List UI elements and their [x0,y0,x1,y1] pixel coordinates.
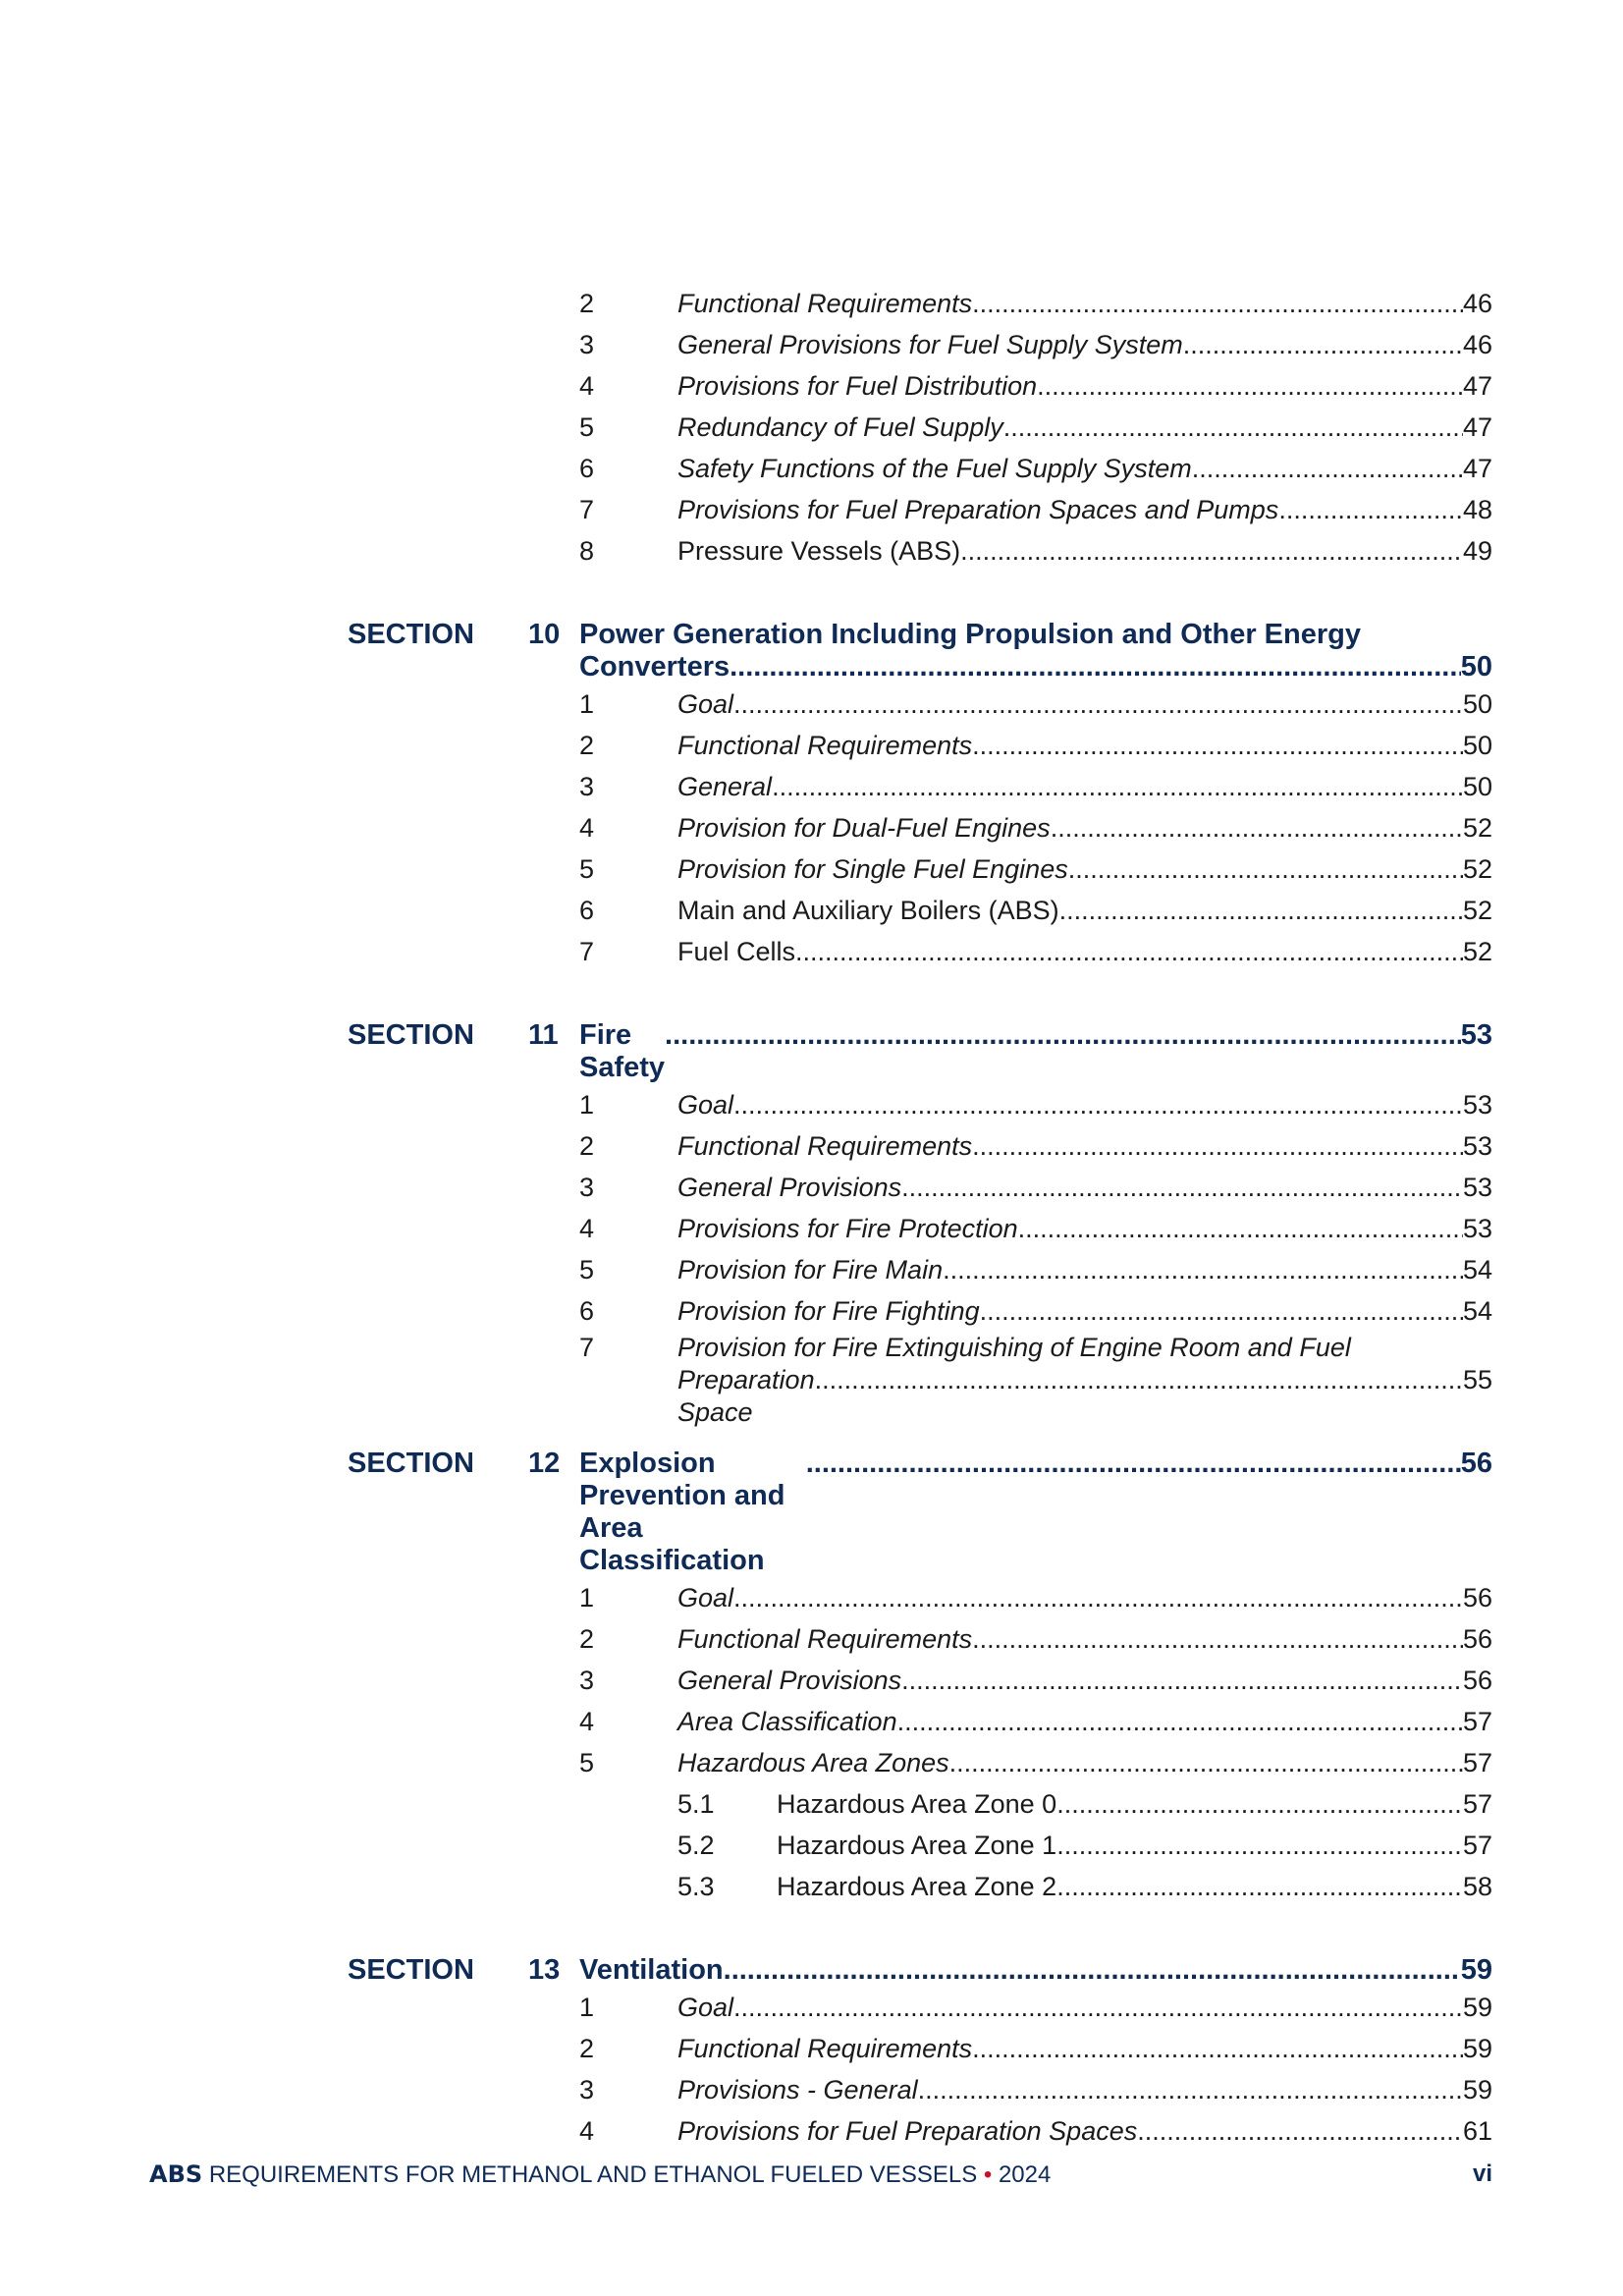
entry-number: 4 [579,1214,595,1243]
entry-number: 5 [579,1255,595,1285]
entry-number: 1 [579,1583,595,1613]
entry-title: Provision for Fire Main [677,1255,944,1285]
toc-entry[interactable] [348,931,1492,972]
entry-page: 53 [1462,1090,1492,1120]
entry-number: 7 [579,495,595,524]
entry-page: 46 [1462,330,1492,359]
entry-page: 48 [1462,495,1492,524]
entry-page: 59 [1462,1993,1492,2022]
entry-page: 57 [1462,1748,1492,1777]
entry-title: Hazardous Area Zones [677,1748,949,1777]
toc-entry[interactable] [348,489,1492,530]
entry-number: 5 [579,412,595,442]
entry-title: Fuel Cells [677,937,796,966]
entry-title: Goal [677,1090,734,1120]
entry-title: Provisions for Fire Protection [677,1214,1018,1243]
entry-title: Functional Requirements [677,731,973,760]
entry-title: Goal [677,689,734,719]
entry-number: 2 [579,289,595,318]
entry-page: 59 [1462,2034,1492,2063]
toc-entry[interactable] [348,1618,1492,1660]
entry-page: 57 [1462,1789,1492,1819]
bullet-separator: • [983,2161,993,2188]
section-heading-11[interactable] [348,1019,1492,1084]
section-label: SECTION [348,619,474,650]
toc-entry[interactable] [348,530,1492,572]
toc-subentry[interactable] [348,1866,1492,1907]
section-page: 56 [1460,1448,1492,1479]
section-title-line1: Power Generation Including Propulsion and Other Energy [579,619,1361,650]
entry-page: 47 [1462,454,1492,483]
entry-page: 47 [1462,412,1492,442]
entry-page: 53 [1462,1214,1492,1243]
page-number: vi [1472,2160,1492,2187]
entry-page: 46 [1462,289,1492,318]
table-of-contents [348,283,1492,2152]
section-title: Explosion Prevention and Area Classification [579,1448,785,1576]
toc-entry[interactable] [348,1987,1492,2028]
section-title: Fire Safety [579,1019,666,1083]
entry-title: Provisions for Fuel Preparation Spaces [677,2116,1138,2146]
entry-page: 52 [1462,813,1492,843]
entry-title: Pressure Vessels (ABS) [677,536,961,566]
entry-page: 56 [1462,1666,1492,1695]
section-label: SECTION [348,1448,474,1479]
section-title-line2: Converters [579,651,730,683]
section-label: SECTION [348,1954,474,1986]
toc-entry[interactable] [348,2069,1492,2110]
toc-entry[interactable] [348,807,1492,848]
entry-page: 50 [1462,731,1492,760]
entry-title: General Provisions [677,1666,902,1695]
entry-number: 3 [579,1173,595,1202]
entry-title: General Provisions [677,1173,902,1202]
entry-title: Goal [677,1993,734,2022]
section-heading-10[interactable] [348,619,1492,683]
entry-number: 8 [579,536,595,566]
toc-entry[interactable] [348,1290,1492,1332]
toc-entry[interactable] [348,848,1492,890]
entry-number: 4 [579,813,595,843]
entry-title: Functional Requirements [677,289,973,318]
toc-entry[interactable] [348,324,1492,365]
entry-number: 2 [579,731,595,760]
toc-entry[interactable] [348,1249,1492,1290]
section-number: 12 [528,1448,561,1479]
entry-title-line2: Preparation Space [677,1365,815,1427]
entry-page: 52 [1462,937,1492,966]
entry-number: 5 [579,1748,595,1777]
entry-number: 5 [579,854,595,884]
entry-title: Safety Functions of the Fuel Supply System [677,454,1192,483]
page-footer [149,2160,1492,2196]
entry-title: Provision for Dual-Fuel Engines [677,813,1051,843]
entry-page: 59 [1462,2075,1492,2105]
entry-number: 4 [579,2116,595,2146]
entry-title: Functional Requirements [677,2034,973,2063]
entry-number: 4 [579,1707,595,1736]
entry-page: 57 [1462,1831,1492,1860]
entry-title: General Provisions for Fuel Supply System [677,330,1183,359]
entry-title: Functional Requirements [677,1624,973,1654]
entry-page: 57 [1462,1707,1492,1736]
entry-page: 52 [1462,896,1492,925]
entry-title: Provisions - General [677,2075,918,2105]
entry-title: Provisions for Fuel Distribution [677,371,1038,401]
entry-number: 1 [579,1090,595,1120]
entry-title: Area Classification [677,1707,897,1736]
document-year: 2024 [998,2161,1052,2188]
section-number: 11 [528,1019,559,1051]
section-label: SECTION [348,1019,474,1051]
section-title: Ventilation [579,1954,724,1986]
abs-logo-text: ABS [149,2160,203,2188]
toc-entry[interactable] [348,2028,1492,2069]
entry-page: 49 [1462,536,1492,566]
toc-subentry[interactable] [348,1783,1492,1825]
section-page: 53 [1460,1019,1492,1051]
entry-page: 52 [1462,854,1492,884]
entry-title: Hazardous Area Zone 0 [777,1789,1057,1819]
toc-entry[interactable] [348,1701,1492,1742]
entry-page: 58 [1462,1872,1492,1901]
toc-subentry[interactable] [348,1825,1492,1866]
entry-number: 5.2 [677,1831,715,1860]
entry-page: 50 [1462,772,1492,801]
entry-title: Goal [677,1583,734,1613]
entry-page: 54 [1462,1255,1492,1285]
entry-title: Functional Requirements [677,1131,973,1161]
entry-page: 53 [1462,1173,1492,1202]
toc-entry[interactable] [348,683,1492,725]
document-title: REQUIREMENTS FOR METHANOL AND ETHANOL FUELED VESSELS [208,2161,978,2188]
section-page: 59 [1460,1954,1492,1986]
toc-entry[interactable] [348,407,1492,448]
entry-number: 7 [579,937,595,966]
toc-entry[interactable] [348,1084,1492,1125]
entry-page: 53 [1462,1131,1492,1161]
entry-title: Main and Auxiliary Boilers (ABS) [677,896,1059,925]
entry-title: Hazardous Area Zone 1 [777,1831,1057,1860]
entry-page: 47 [1462,371,1492,401]
entry-number: 6 [579,896,595,925]
entry-title: Provision for Fire Fighting [677,1296,980,1326]
toc-entry[interactable] [348,283,1492,324]
entry-page: 56 [1462,1624,1492,1654]
section-heading-13[interactable] [348,1954,1492,1987]
section-heading-12[interactable] [348,1448,1492,1577]
entry-number: 7 [579,1333,595,1362]
section-number: 13 [528,1954,561,1986]
entry-number: 3 [579,1666,595,1695]
toc-entry[interactable] [348,1577,1492,1618]
entry-number: 3 [579,772,595,801]
toc-entry[interactable] [348,1742,1492,1783]
toc-entry[interactable] [348,725,1492,766]
entry-number: 3 [579,2075,595,2105]
entry-number: 4 [579,371,595,401]
entry-number: 2 [579,2034,595,2063]
toc-entry[interactable] [348,766,1492,807]
entry-number: 5.3 [677,1872,715,1901]
entry-number: 6 [579,1296,595,1326]
entry-title-line1: Provision for Fire Extinguishing of Engine Room and Fuel [677,1333,1351,1362]
toc-entry[interactable] [348,1208,1492,1249]
entry-title: General [677,772,773,801]
entry-number: 2 [579,1131,595,1161]
toc-entry[interactable] [348,1125,1492,1167]
toc-entry[interactable] [348,890,1492,931]
entry-page: 61 [1462,2116,1492,2146]
entry-page: 54 [1462,1296,1492,1326]
entry-title: Hazardous Area Zone 2 [777,1872,1057,1901]
toc-entry[interactable] [348,1660,1492,1701]
entry-number: 6 [579,454,595,483]
entry-number: 1 [579,689,595,719]
entry-page: 56 [1462,1583,1492,1613]
toc-entry[interactable] [348,1332,1492,1427]
entry-number: 1 [579,1993,595,2022]
toc-entry[interactable] [348,1167,1492,1208]
entry-title: Provisions for Fuel Preparation Spaces and Pumps [677,495,1279,524]
entry-number: 5.1 [677,1789,715,1819]
entry-page: 55 [1462,1365,1492,1394]
toc-entry[interactable] [348,448,1492,489]
section-number: 10 [528,619,561,650]
entry-title: Redundancy of Fuel Supply [677,412,1003,442]
toc-entry[interactable] [348,2110,1492,2152]
toc-entry[interactable] [348,365,1492,407]
entry-title: Provision for Single Fuel Engines [677,854,1068,884]
entry-number: 3 [579,330,595,359]
entry-number: 2 [579,1624,595,1654]
section-page: 50 [1460,651,1492,683]
entry-page: 50 [1462,689,1492,719]
